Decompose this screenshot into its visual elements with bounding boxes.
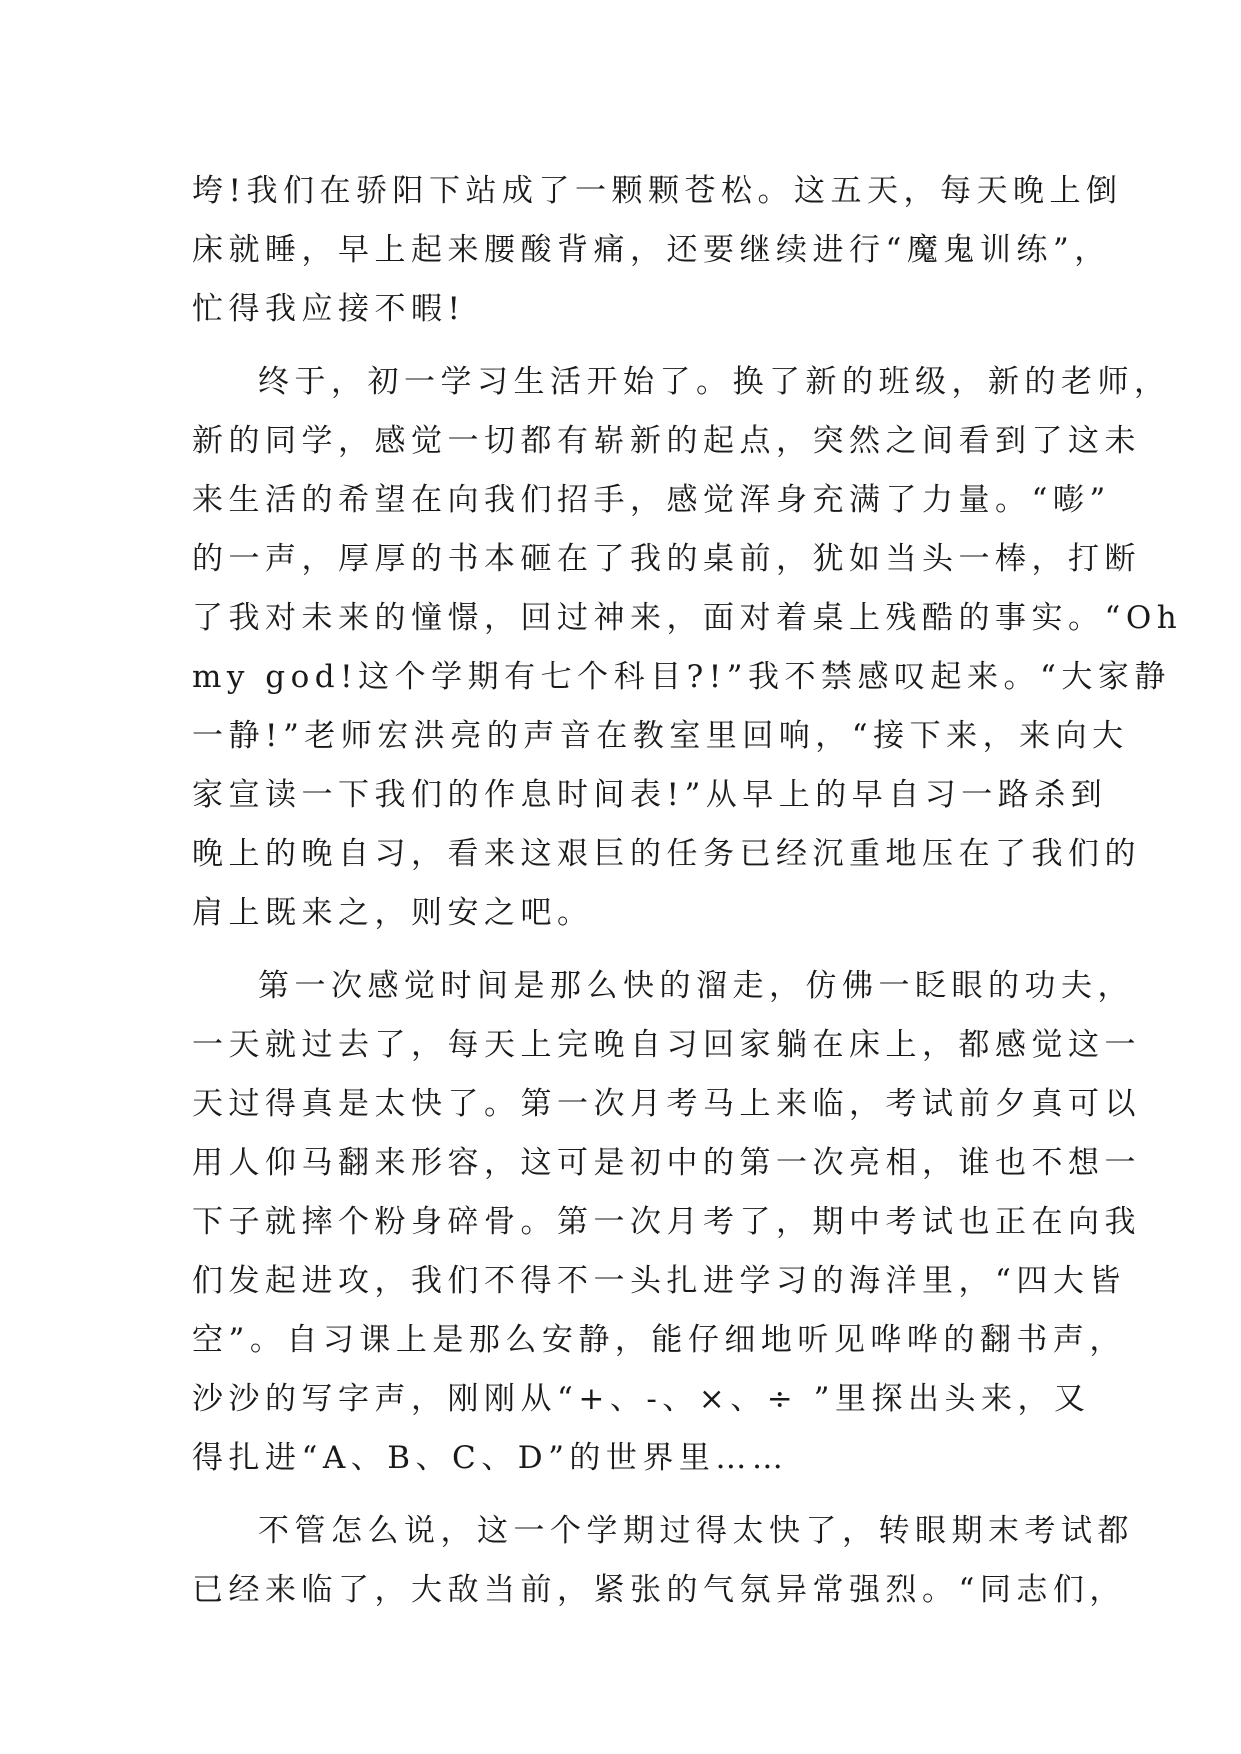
text-line: 终于，初一学习生活开始了。换了新的班级，新的老师， bbox=[258, 364, 1171, 400]
text-line: 忙得我应接不暇! bbox=[192, 291, 466, 327]
text-line: 空”。自习课上是那么安静，能仔细地听见哗哗的翻书声， bbox=[192, 1322, 1126, 1358]
paragraph bbox=[192, 957, 1141, 1488]
text-line: 得扎进“A、B、C、D”的世界里…… bbox=[192, 1440, 789, 1476]
essay-body bbox=[192, 162, 1183, 1620]
text-line: 家宣读一下我们的作息时间表!”从早上的早自习一路杀到 bbox=[192, 777, 1108, 813]
text-line: 一静!”老师宏洪亮的声音在教室里回响，“接下来，来向大 bbox=[192, 718, 1129, 754]
paragraph bbox=[192, 353, 1183, 943]
text-line: 晚上的晚自习，看来这艰巨的任务已经沉重地压在了我们的 bbox=[192, 836, 1141, 872]
paragraph bbox=[192, 1502, 1134, 1620]
text-line: 不管怎么说，这一个学期过得太快了，转眼期末考试都 bbox=[258, 1513, 1134, 1549]
text-line: my god!这个学期有七个科目?!”我不禁感叹起来。“大家静 bbox=[192, 659, 1171, 695]
text-line: 来生活的希望在向我们招手，感觉浑身充满了力量。“嘭” bbox=[192, 482, 1111, 518]
text-line: 天过得真是太快了。第一次月考马上来临，考试前夕真可以 bbox=[192, 1086, 1141, 1122]
text-line: 第一次感觉时间是那么快的溜走，仿佛一眨眼的功夫， bbox=[258, 968, 1134, 1004]
text-line: 垮!我们在骄阳下站成了一颗颗苍松。这五天，每天晚上倒 bbox=[192, 173, 1123, 209]
text-line: 的一声，厚厚的书本砸在了我的桌前，犹如当头一棒，打断 bbox=[192, 541, 1141, 577]
text-line: 了我对未来的憧憬，回过神来，面对着桌上残酷的事实。“Oh bbox=[192, 600, 1183, 636]
text-line: 肩上既来之，则安之吧。 bbox=[192, 895, 594, 931]
text-line: 用人仰马翻来形容，这可是初中的第一次亮相，谁也不想一 bbox=[192, 1145, 1141, 1181]
text-line: 们发起进攻，我们不得不一头扎进学习的海洋里，“四大皆 bbox=[192, 1263, 1126, 1299]
paragraph bbox=[192, 162, 1123, 339]
text-line: 床就睡，早上起来腰酸背痛，还要继续进行“魔鬼训练”， bbox=[192, 232, 1111, 268]
text-line: 下子就摔个粉身碎骨。第一次月考了，期中考试也正在向我 bbox=[192, 1204, 1141, 1240]
text-line: 沙沙的写字声，刚刚从“+、-、×、÷ ”里探出头来，又 bbox=[192, 1381, 1091, 1417]
text-line: 新的同学，感觉一切都有崭新的起点，突然之间看到了这未 bbox=[192, 423, 1141, 459]
text-line: 一天就过去了，每天上完晚自习回家躺在床上，都感觉这一 bbox=[192, 1027, 1141, 1063]
text-line: 已经来临了，大敌当前，紧张的气氛异常强烈。“同志们， bbox=[192, 1572, 1126, 1608]
